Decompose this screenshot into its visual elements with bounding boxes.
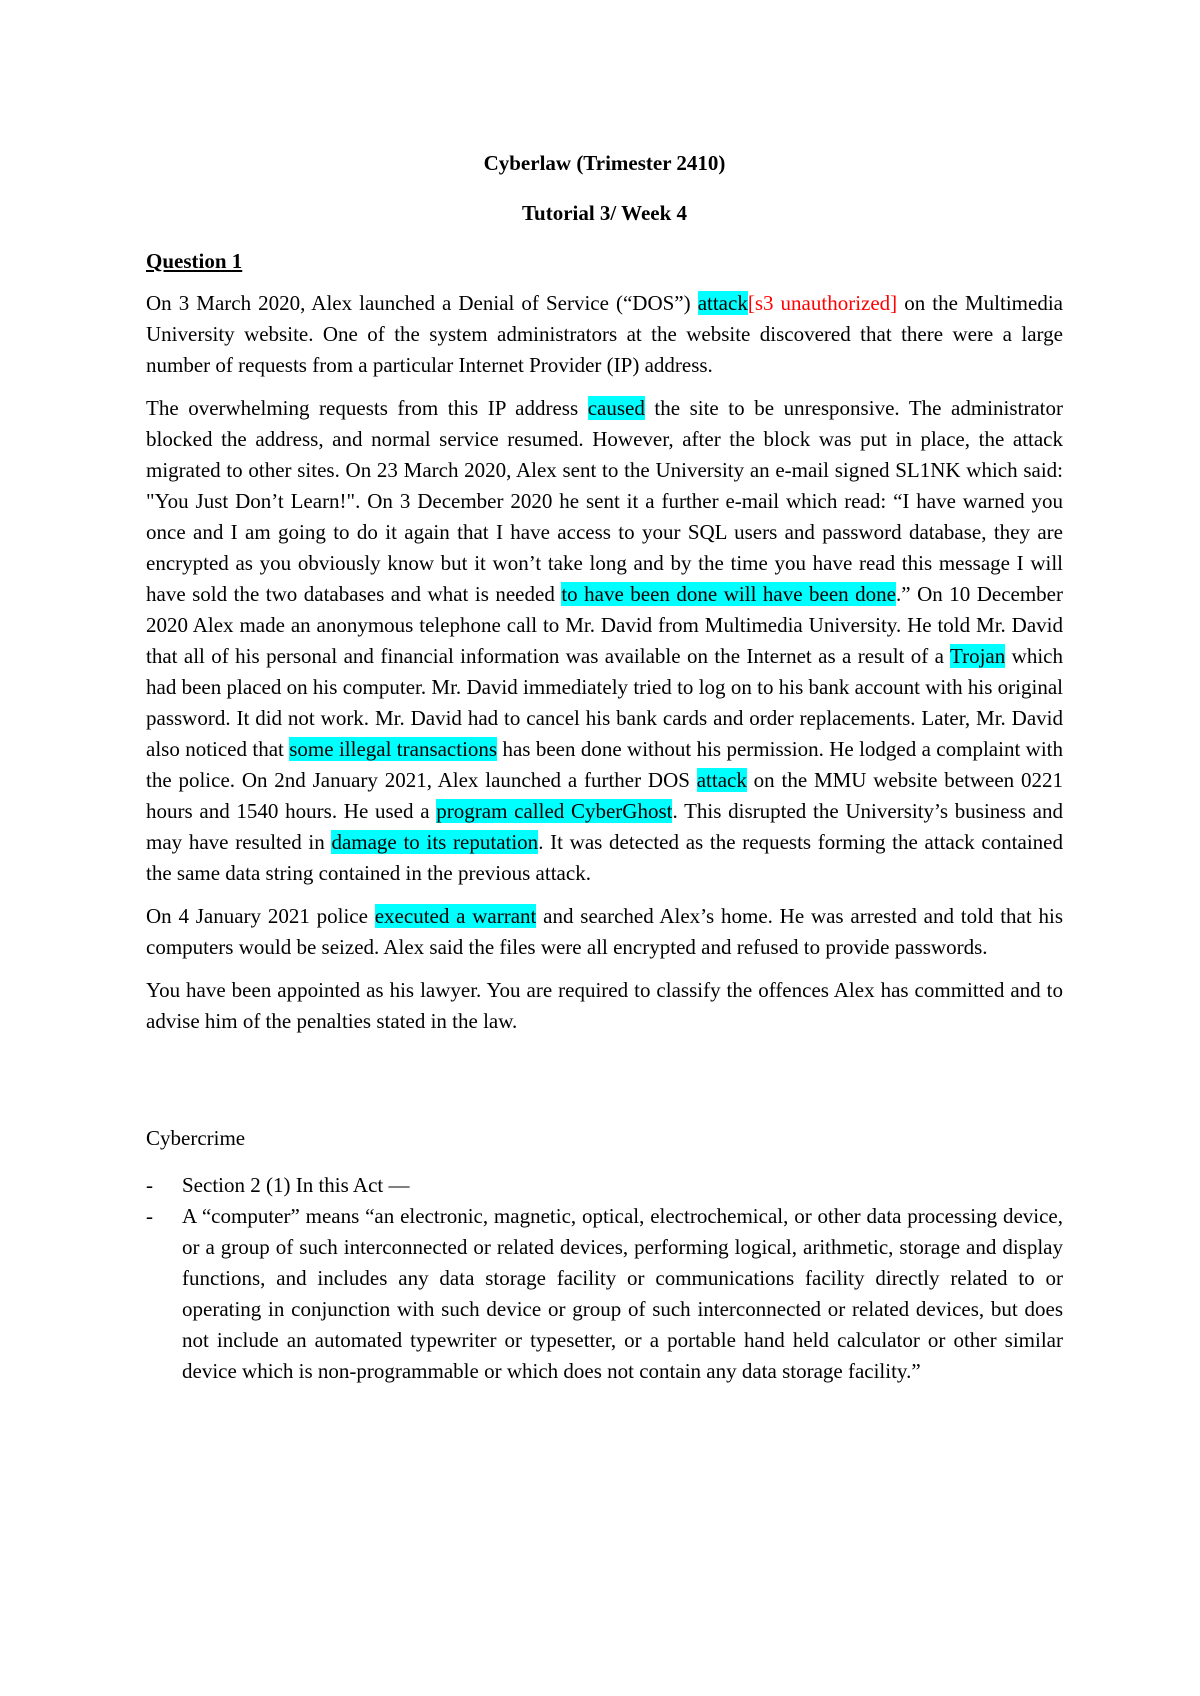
highlighted-text: damage to its reputation (331, 830, 539, 854)
dash-bullet: - (146, 1204, 153, 1228)
highlighted-text: executed a warrant (374, 904, 537, 928)
text-run: which had been placed on his computer. Mr. David immediately tried to log on to his bank account with his original password. It did not work. Mr. David had to cancel his bank cards and order replacements. Later, Mr. David also noticed that (146, 644, 1063, 761)
definition-list (146, 1170, 1063, 1387)
highlighted-text: Trojan (950, 644, 1006, 668)
highlighted-text: attack (697, 291, 748, 315)
text-run: .” On 10 December 2020 Alex made an anonymous telephone call to Mr. David from Multimedia University. He told Mr. David that all of his personal and financial information was available on the Internet as a result of a (146, 582, 1063, 668)
highlighted-text: some illegal transactions (289, 737, 498, 761)
list-item (146, 1201, 1063, 1387)
highlighted-text: attack (696, 768, 747, 792)
paragraph-1 (146, 288, 1063, 381)
list-item-text: A “computer” means “an electronic, magnetic, optical, electrochemical, or other data processing device, or a group of such interconnected or related devices, performing logical, arithmetic, storage and display functions, and includes any data storage facility or communications facility directly related to or operating in conjunction with such device or group of such interconnected or related devices, but does not include an automated typewriter or typesetter, or a portable hand held calculator or other similar device which is non-programmable or which does not contain any data storage facility.” (182, 1204, 1063, 1383)
document-title: Cyberlaw (Trimester 2410) (483, 151, 726, 175)
text-run: On 4 January 2021 police (146, 904, 375, 928)
question-heading: Question 1 (146, 249, 243, 273)
paragraph-2 (146, 393, 1063, 889)
highlighted-text: to have been done will have been done (561, 582, 896, 606)
text-run: and searched Alex’s home. He was arrested and told that his computers would be seized. Alex said the files were all encrypted and refused to provide passwords. (146, 904, 1063, 959)
text-run: has been done without his permission. He lodged a complaint with the police. On 2nd January 2021, Alex launched a further DOS (146, 737, 1063, 792)
dash-bullet: - (146, 1173, 153, 1197)
text-run: . This disrupted the University’s business and may have resulted in (146, 799, 1063, 854)
text-run: on the MMU website between 0221 hours and 1540 hours. He used a (146, 768, 1063, 823)
paragraph-3 (146, 901, 1063, 963)
list-item-text: Section 2 (1) In this Act — (182, 1173, 410, 1197)
paragraph-4: You have been appointed as his lawyer. You are required to classify the offences Alex has committed and to advise him of the penalties stated in the law. (146, 978, 1063, 1033)
text-run: The overwhelming requests from this IP address (146, 396, 588, 420)
comment-annotation: [s3 unauthorized] (747, 291, 898, 315)
text-run: . It was detected as the requests forming the attack contained the same data string contained in the previous attack. (146, 830, 1063, 885)
list-item (146, 1170, 1063, 1201)
text-run: on the Multimedia University website. One of the system administrators at the website discovered that there were a large number of requests from a particular Internet Provider (IP) address. (146, 291, 1063, 377)
section-label: Cybercrime (146, 1126, 246, 1150)
highlighted-text: program called CyberGhost (436, 799, 673, 823)
text-run: the site to be unresponsive. The administrator blocked the address, and normal service resumed. However, after the block was put in place, the attack migrated to other sites. On 23 March 2020, Alex sent to the University an e-mail signed SL1NK which said: "You Just Don’t Learn!". On 3 December 2020 he sent it a further e-mail which read: “I have warned you once and I am going to do it again that I have access to your SQL users and password database, they are encrypted as you obviously know but it won’t take long and by the time you have read this message I will have sold the two databases and what is needed (146, 396, 1063, 606)
document-subtitle: Tutorial 3/ Week 4 (521, 201, 688, 225)
highlighted-text: caused (587, 396, 645, 420)
text-run: On 3 March 2020, Alex launched a Denial of Service (“DOS”) (146, 291, 698, 315)
